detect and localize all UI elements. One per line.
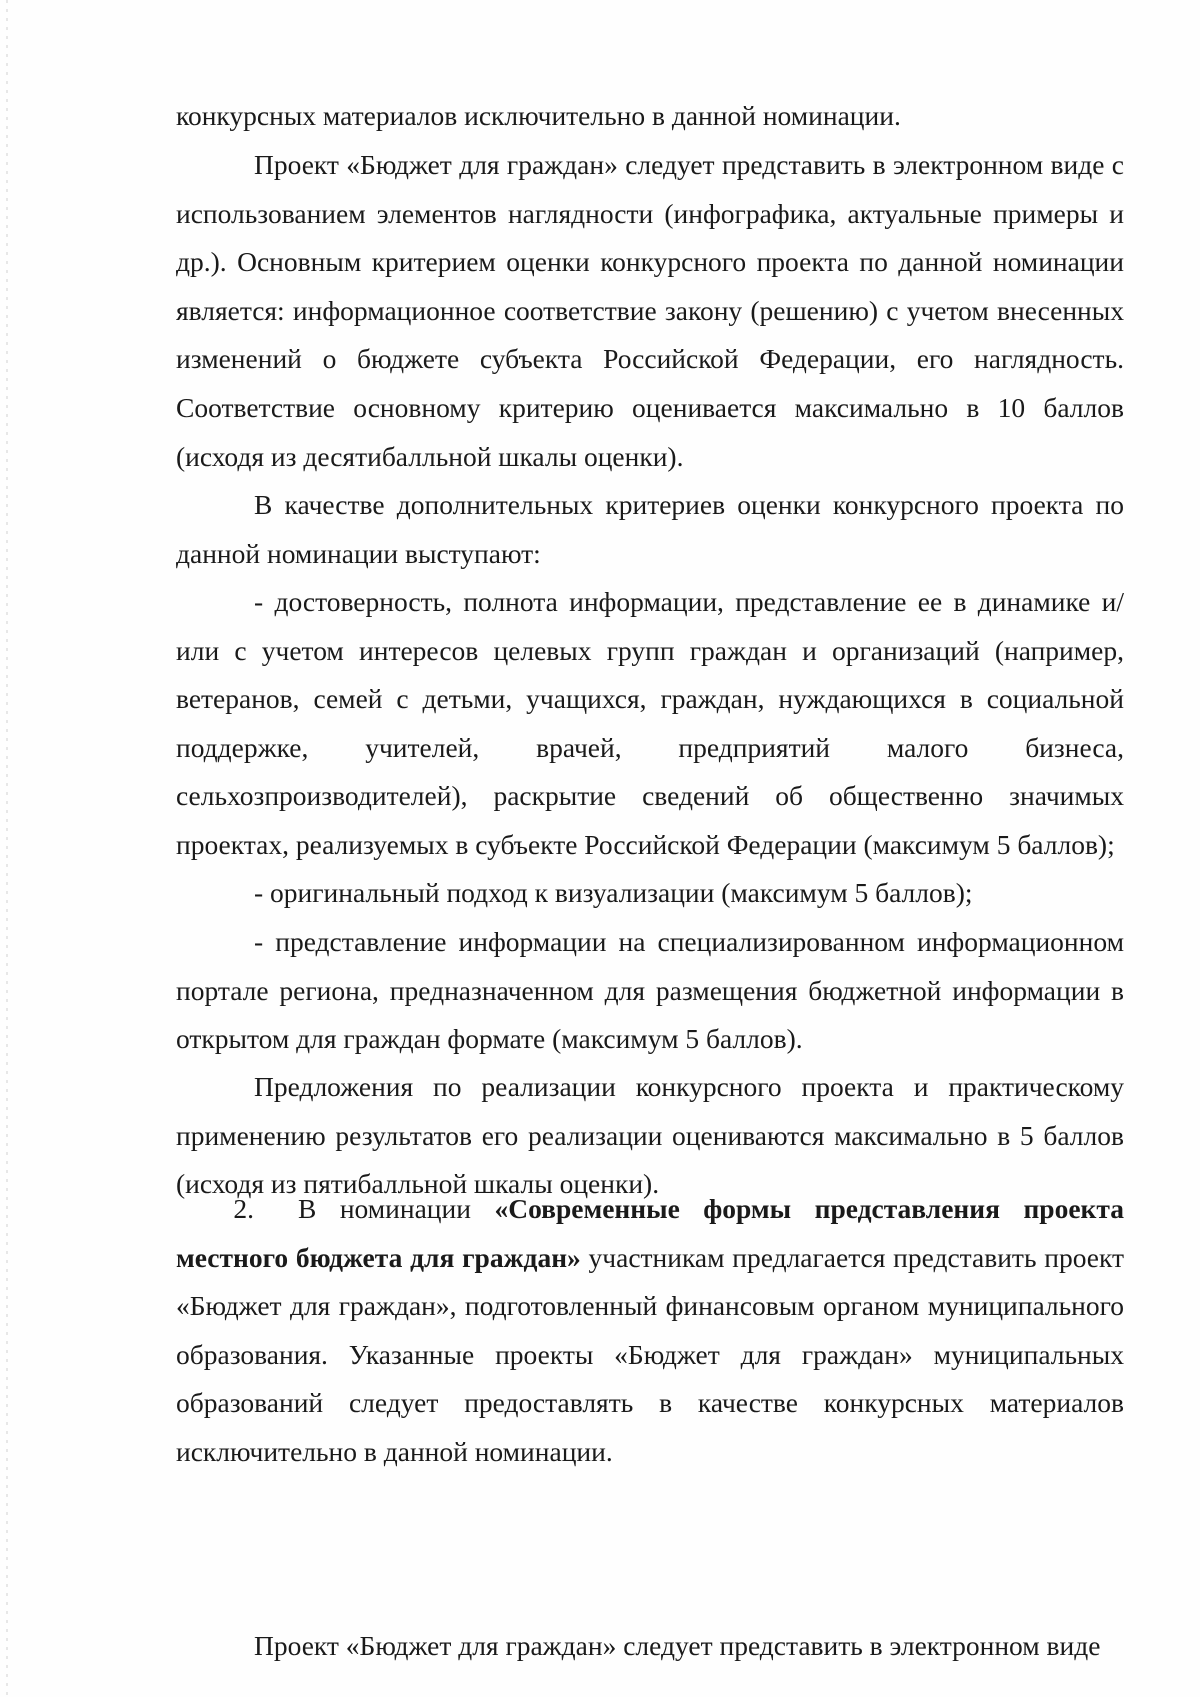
criterion-reliability: - достоверность, полнота информации, представление ее в динамике и/или с учетом интересов целевых групп граждан и организаций (например, ветеранов, семей с детьми, учащихся, граждан, нуждающихся в социальной поддержке, учителей, врачей, предприятий малого бизнеса, сельхозпроизводителей), раскрытие сведений об общественно значимых проектах, реализуемых в субъекте Российской Федерации (максимум 5 баллов);: [176, 586, 1124, 860]
paragraph-proposals: Предложения по реализации конкурсного проекта и практическому применению результатов его реализации оцениваются максимально в 5 баллов (исходя из пятибалльной шкалы оценки).: [176, 1071, 1124, 1200]
item-number: 2.: [233, 1193, 254, 1224]
nomination-title: «Современные формы представления проекта местного бюджета для граждан»: [176, 1193, 1125, 1273]
paragraph-project-description: Проект «Бюджет для граждан» следует представить в электронном виде с использованием элементов наглядности (инфографика, актуальные примеры и др.). Основным критерием оценки конкурсного проекта по данной номинации является: информационное соответствие закону (решению) с учетом внесенных изменений о бюджете субъекта Российской Федерации, его наглядность. Соответствие основному критерию оценивается максимально в 10 баллов (исходя из десятибалльной шкалы оценки).: [176, 149, 1124, 472]
paragraph-project-electronic: Проект «Бюджет для граждан» следует представить в электронном виде: [254, 1630, 1101, 1661]
section-item-2: [176, 1185, 1124, 1477]
item-rest: участникам предлагается представить проект «Бюджет для граждан», подготовленный финансовым органом муниципального образования. Указанные проекты «Бюджет для граждан» муниципальных образований следует предоставлять в качестве конкурсных материалов исключительно в данной номинации.: [176, 1241, 1124, 1467]
paragraph-continuation: конкурсных материалов исключительно в данной номинации.: [176, 100, 901, 131]
criterion-visualization: - оригинальный подход к визуализации (максимум 5 баллов);: [254, 877, 973, 908]
item-lead: В номинации: [298, 1193, 495, 1224]
criterion-portal: - представление информации на специализированном информационном портале региона, предназначенном для размещения бюджетной информации в открытом для граждан формате (максимум 5 баллов).: [176, 926, 1124, 1055]
scan-edge-artifact: [6, 0, 8, 1697]
paragraph-additional-criteria: В качестве дополнительных критериев оценки конкурсного проекта по данной номинации выступают:: [176, 489, 1124, 569]
